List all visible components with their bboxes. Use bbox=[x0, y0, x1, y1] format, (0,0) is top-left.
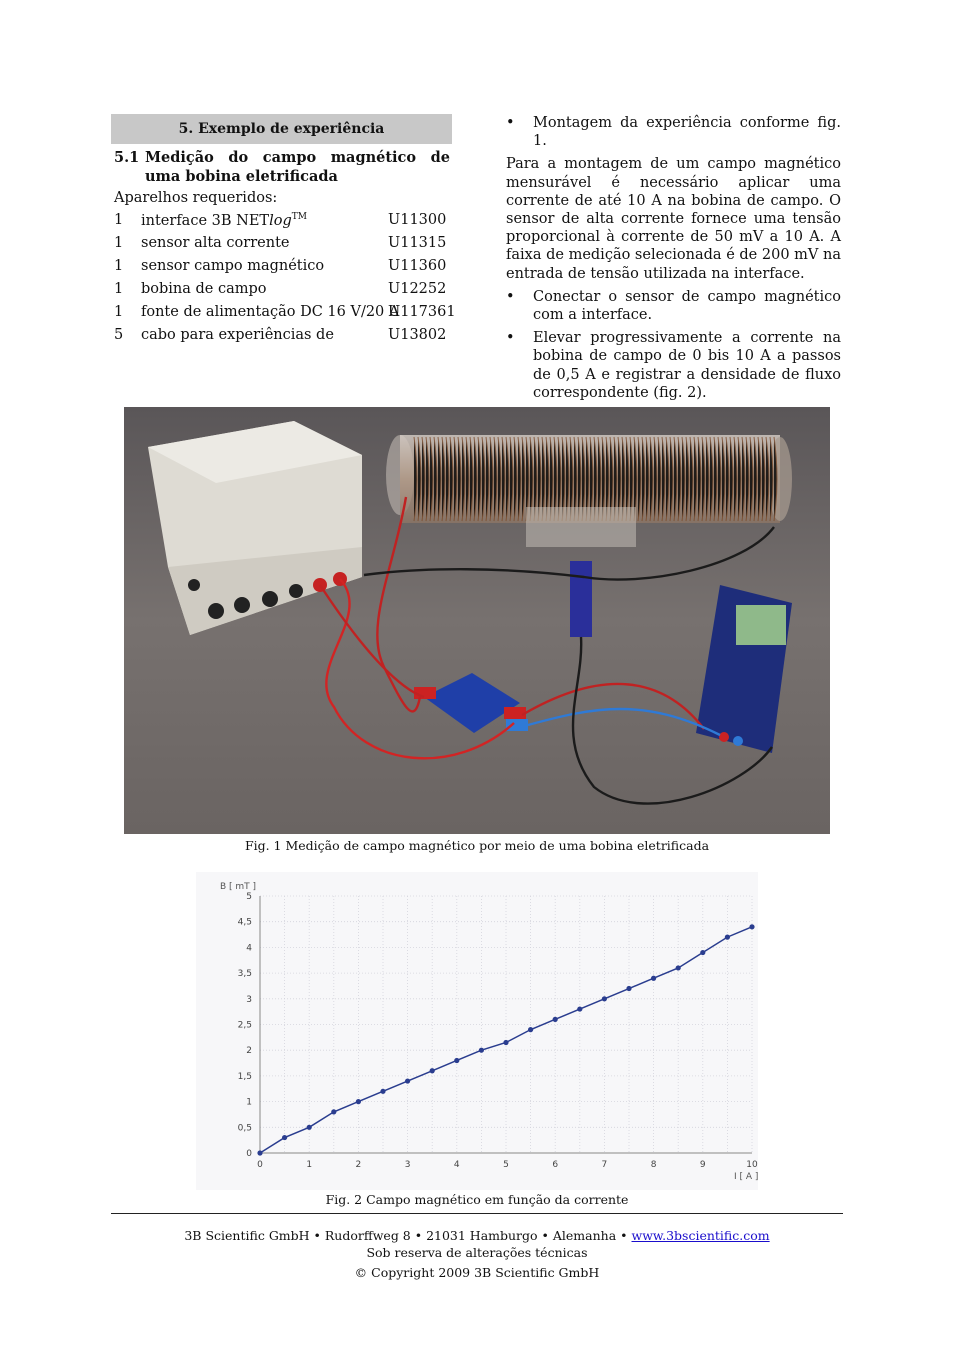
bullet-item bbox=[506, 329, 841, 402]
data-point bbox=[430, 1068, 435, 1073]
section-heading: 5. Exemplo de experiência bbox=[111, 114, 452, 144]
equipment-item bbox=[114, 258, 454, 281]
data-point bbox=[307, 1125, 312, 1130]
y-tick-label: 4 bbox=[246, 943, 252, 954]
footer bbox=[111, 1227, 843, 1281]
bullet-text: Montagem da experiência conforme fig. 1. bbox=[533, 115, 841, 150]
item-qty: 1 bbox=[114, 212, 124, 228]
x-tick-label: 10 bbox=[746, 1160, 758, 1170]
website-link[interactable]: www.3bscientific.com bbox=[631, 1228, 770, 1243]
y-tick-label: 3 bbox=[246, 994, 252, 1005]
data-point bbox=[676, 965, 681, 970]
item-code: U11300 bbox=[388, 212, 447, 228]
item-qty: 1 bbox=[114, 258, 124, 274]
y-tick-label: 3,5 bbox=[237, 969, 252, 980]
item-name: cabo para experiências de bbox=[141, 327, 334, 343]
item-code: U11315 bbox=[388, 235, 447, 251]
data-point bbox=[602, 996, 607, 1001]
x-tick-label: 5 bbox=[503, 1160, 509, 1170]
data-point bbox=[257, 1150, 262, 1155]
data-point bbox=[725, 935, 730, 940]
bullet-marker: • bbox=[506, 115, 515, 131]
item-name: interface 3B NETlog™ bbox=[141, 212, 307, 229]
x-tick-label: 3 bbox=[404, 1160, 411, 1170]
item-code: U13802 bbox=[388, 327, 447, 343]
magnetic-field-sensor bbox=[570, 561, 592, 637]
equipment-item bbox=[114, 235, 454, 258]
bullet-text: Conectar o sensor de campo magnético com a interface. bbox=[533, 288, 841, 324]
footer-rule bbox=[111, 1213, 843, 1214]
y-tick-label: 1 bbox=[246, 1097, 252, 1108]
item-name: sensor campo magnético bbox=[141, 258, 325, 274]
x-tick-label: 1 bbox=[306, 1160, 313, 1170]
requirements-title: Aparelhos requeridos: bbox=[114, 190, 278, 206]
equipment-item bbox=[114, 212, 454, 235]
item-code: U11360 bbox=[388, 258, 447, 274]
chart-background bbox=[196, 872, 758, 1190]
item-name: bobina de campo bbox=[141, 281, 267, 297]
subsection-title: Medição do campo magnético de uma bobina eletrificada bbox=[145, 149, 450, 185]
y-tick-label: 2 bbox=[246, 1046, 252, 1057]
data-point bbox=[749, 924, 754, 929]
figure2-caption: Fig. 2 Campo magnético em função da corrente bbox=[325, 1192, 629, 1207]
figure1-caption: Fig. 1 Medição de campo magnético por meio de uma bobina eletrificada bbox=[244, 838, 710, 853]
item-qty: 1 bbox=[114, 235, 124, 251]
data-point bbox=[454, 1058, 459, 1063]
data-point bbox=[479, 1048, 484, 1053]
data-point bbox=[503, 1040, 508, 1045]
item-code: U12252 bbox=[388, 281, 447, 297]
data-point bbox=[700, 950, 705, 955]
data-point bbox=[577, 1006, 582, 1011]
data-point bbox=[405, 1078, 410, 1083]
bullet-text: Elevar progressivamente a corrente na bobina de campo de 0 bis 10 A a passos de 0,5 A e registrar a densidade de fluxo correspondente (fig. 2). bbox=[533, 330, 841, 401]
subsection-heading bbox=[114, 148, 450, 186]
instructions-column bbox=[506, 114, 841, 407]
data-point bbox=[331, 1109, 336, 1114]
equipment-list bbox=[114, 212, 454, 350]
y-tick-label: 0,5 bbox=[237, 1123, 252, 1134]
experiment-photo bbox=[124, 407, 830, 834]
data-point bbox=[356, 1099, 361, 1104]
footer-notice: Sob reserva de alterações técnicas bbox=[366, 1245, 588, 1260]
y-axis-label: B [ mT ] bbox=[220, 882, 257, 892]
data-point bbox=[282, 1135, 287, 1140]
y-tick-label: 2,5 bbox=[237, 1020, 252, 1031]
equipment-item bbox=[114, 304, 454, 327]
footer-copyright: © Copyright 2009 3B Scientific GmbH bbox=[354, 1265, 600, 1280]
subsection-number: 5.1 bbox=[114, 149, 140, 166]
x-tick-label: 4 bbox=[453, 1160, 460, 1170]
footer-address: 3B Scientific GmbH • Rudorffweg 8 • 21031 Hamburgo • Alemanha • www.3bscientific.com bbox=[184, 1228, 770, 1243]
flux-density-chart bbox=[196, 872, 758, 1190]
item-code: U117361 bbox=[388, 304, 456, 320]
y-tick-label: 0 bbox=[246, 1149, 252, 1159]
data-point bbox=[553, 1017, 558, 1022]
data-point bbox=[528, 1027, 533, 1032]
item-qty: 5 bbox=[114, 327, 124, 343]
y-tick-label: 1,5 bbox=[237, 1071, 252, 1082]
bullet-marker: • bbox=[506, 330, 515, 347]
equipment-item bbox=[114, 281, 454, 304]
data-point bbox=[626, 986, 631, 991]
x-tick-label: 8 bbox=[650, 1160, 657, 1170]
bullet-item bbox=[506, 114, 841, 150]
x-tick-label: 6 bbox=[552, 1160, 559, 1170]
x-tick-label: 0 bbox=[257, 1160, 263, 1170]
equipment-item bbox=[114, 327, 454, 350]
x-tick-label: 7 bbox=[601, 1160, 608, 1170]
item-name: fonte de alimentação DC 16 V/20 A bbox=[141, 304, 400, 320]
item-qty: 1 bbox=[114, 281, 124, 297]
y-tick-label: 4,5 bbox=[237, 917, 252, 928]
bullet-item bbox=[506, 288, 841, 324]
x-tick-label: 9 bbox=[699, 1160, 706, 1170]
setup-paragraph: Para a montagem de um campo magnético mensurável é necessário aplicar uma corrente de até 10 A na bobina de campo. O sensor de alta corrente fornece uma tensão proporcional à corrente de 50 mV a 10 A. A faixa de medição selecionada é de 200 mV na entrada de tensão utilizada na interface. bbox=[506, 156, 841, 282]
data-point bbox=[651, 976, 656, 981]
x-tick-label: 2 bbox=[355, 1160, 362, 1170]
item-qty: 1 bbox=[114, 304, 124, 320]
x-axis-label: I [ A ] bbox=[734, 1172, 758, 1182]
bullet-marker: • bbox=[506, 288, 515, 305]
y-tick-label: 5 bbox=[246, 892, 252, 902]
item-name: sensor alta corrente bbox=[141, 235, 290, 251]
data-point bbox=[380, 1089, 385, 1094]
